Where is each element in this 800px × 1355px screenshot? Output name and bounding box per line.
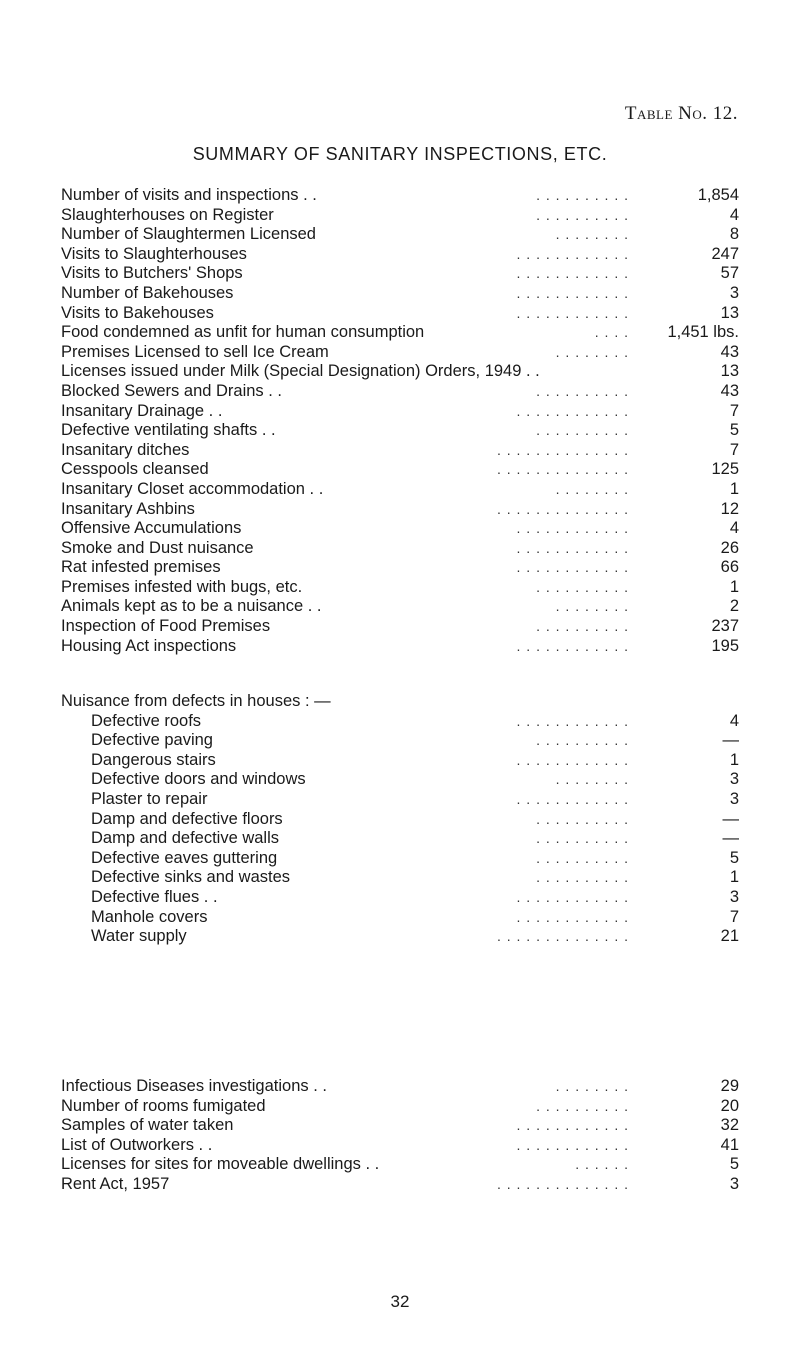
row-value: 21 [720,927,739,946]
table-row [61,578,739,598]
page-number: 32 [390,1292,410,1311]
table-row [61,245,739,265]
table-row [61,1155,739,1175]
row-label: Visits to Butchers' Shops [61,264,243,283]
table-row [61,206,739,226]
row-leader-dots: . . . . . . . . . . . . [516,304,629,321]
table-number: Table No. 12. [624,103,738,124]
row-label: Food condemned as unfit for human consumption [61,323,425,342]
row-leader-dots: . . . . . . . . . . . . [516,559,629,576]
row-value: 7 [729,401,739,420]
row-label: Defective flues . . [91,887,218,906]
row-label: Slaughterhouses on Register [61,205,274,224]
row-leader-dots: . . . . . . . . [555,480,629,497]
row-value: 12 [720,499,739,518]
row-label: Defective paving [91,731,213,750]
row-leader-dots: . . . . . . . . [555,1078,629,1094]
row-value: 3 [729,283,739,302]
table-row [61,927,739,947]
row-label: Housing Act inspections [61,636,237,655]
row-label: Infectious Diseases investigations . . [61,1077,327,1095]
table-row [61,908,739,928]
row-value: 13 [720,303,739,322]
row-leader-dots: . . . . . . . . . . [536,732,629,749]
row-leader-dots: . . . . . . . . . . [536,187,629,203]
row-value: 237 [711,617,739,636]
table-row [61,539,739,559]
row-leader-dots: . . . . . . . . . . . . [516,908,629,925]
row-value: 3 [729,789,739,808]
row-value: 2 [729,597,739,616]
table-row [61,284,739,304]
table-row [61,790,739,810]
other-list [61,1077,739,1195]
row-leader-dots: . . . . [594,324,629,341]
row-label: Damp and defective floors [91,809,283,828]
row-leader-dots: . . . . . . . . . . . . . . [496,461,629,478]
table-row [61,402,739,422]
row-value: 66 [720,558,739,577]
row-value: 4 [729,519,739,538]
row-label: Blocked Sewers and Drains . . [61,381,283,400]
row-leader-dots: . . . . . . . . . . . . [516,539,629,556]
row-label: Dangerous stairs [91,750,216,769]
row-value: — [722,809,739,828]
row-value: 57 [720,264,739,283]
table-row [61,751,739,771]
row-value: 1 [729,577,739,596]
row-leader-dots: . . . . . . . . . . . . [516,1117,629,1134]
row-leader-dots: . . . . . . . . . . . . . . [496,441,629,458]
row-label: Offensive Accumulations [61,519,242,538]
row-label: Licenses for sites for moveable dwellings . . [61,1155,380,1174]
row-value: 125 [711,460,739,479]
table-row [61,460,739,480]
row-value: 43 [720,342,739,361]
row-leader-dots: . . . . . . . . . . . . [516,1136,629,1153]
row-leader-dots: . . . . . . . . . . . . [516,712,629,729]
table-row [61,362,739,382]
table-row [61,637,739,657]
row-label: Defective ventilating shafts . . [61,421,276,440]
row-value: 1,854 [697,186,739,204]
row-label: Insanitary ditches [61,440,190,459]
row-label: Insanitary Drainage . . [61,401,223,420]
row-leader-dots: . . . . . . . . [555,226,629,243]
row-leader-dots: . . . . . . . . . . . . . . [496,1175,629,1192]
row-leader-dots: . . . . . . . . . . . . [516,790,629,807]
nuisance-section [61,692,739,947]
table-row [61,1097,739,1117]
table-row [61,500,739,520]
row-label: Water supply [91,927,187,946]
row-value: 5 [729,421,739,440]
row-label: Premises Licensed to sell Ice Cream [61,342,329,361]
row-label: Licenses issued under Milk (Special Designation) Orders, 1949 . . [61,362,540,381]
table-row [61,810,739,830]
row-value: 13 [720,362,739,381]
table-row [61,1077,739,1097]
table-row [61,770,739,790]
row-label: Plaster to repair [91,789,208,808]
row-label: Smoke and Dust nuisance [61,538,254,557]
row-leader-dots: . . . . . . . . . . . . [516,245,629,262]
row-leader-dots: . . . . . . . . . . [536,578,629,595]
row-label: Number of Bakehouses [61,283,234,302]
row-label: Number of rooms fumigated [61,1096,266,1115]
row-value: 4 [729,205,739,224]
table-row [61,382,739,402]
table-row [61,712,739,732]
inspections-list [61,186,739,656]
table-row [61,323,739,343]
table-row [61,558,739,578]
table-row [61,225,739,245]
nuisance-list [61,712,739,947]
row-value: 1,451 lbs. [667,323,739,342]
table-row [61,264,739,284]
row-value: 26 [720,538,739,557]
row-value: 1 [729,479,739,498]
row-value: 20 [720,1096,739,1115]
row-label: Number of Slaughtermen Licensed [61,225,316,244]
row-value: 4 [729,711,739,730]
row-label: Defective eaves guttering [91,848,278,867]
row-value: 43 [720,381,739,400]
page-title: SUMMARY OF SANITARY INSPECTIONS, ETC. [192,144,608,164]
row-leader-dots: . . . . . . . . . . [536,810,629,827]
table-row [61,829,739,849]
row-leader-dots: . . . . . . . . . . [536,382,629,399]
table-row [61,597,739,617]
row-leader-dots: . . . . . . . . [555,771,629,788]
row-label: Cesspools cleansed [61,460,209,479]
row-label: Damp and defective walls [91,829,280,848]
row-value: — [722,829,739,848]
row-value: 3 [729,770,739,789]
row-label: Rat infested premises [61,558,221,577]
row-value: 3 [729,1174,739,1193]
row-label: Insanitary Ashbins [61,499,195,518]
row-leader-dots: . . . . . . . . . . . . [516,520,629,537]
row-leader-dots: . . . . . . . . . . . . [516,888,629,905]
row-label: Visits to Slaughterhouses [61,244,247,263]
row-value: 3 [729,887,739,906]
row-value: 1 [729,750,739,769]
table-row [61,343,739,363]
row-label: Visits to Bakehouses [61,303,214,322]
table-row [61,1136,739,1156]
row-leader-dots: . . . . . . . . . . [536,830,629,847]
row-leader-dots: . . . . . . [575,1156,629,1173]
table-row [61,519,739,539]
row-value: 7 [729,907,739,926]
table-row [61,617,739,637]
row-leader-dots: . . . . . . . . . . [536,206,629,223]
row-value: 7 [729,440,739,459]
row-value: 41 [720,1135,739,1154]
row-label: Defective roofs [91,711,202,730]
row-leader-dots: . . . . . . . . . . . . [516,265,629,282]
row-leader-dots: . . . . . . . . . . . . . . [496,500,629,517]
row-value: 5 [729,1155,739,1174]
table-row [61,888,739,908]
table-row [61,186,739,206]
table-row [61,441,739,461]
row-label: List of Outworkers . . [61,1135,213,1154]
row-leader-dots: . . . . . . . . . . [536,849,629,866]
row-label: Defective doors and windows [91,770,306,789]
row-leader-dots: . . . . . . . . . . . . [516,751,629,768]
row-value: 5 [729,848,739,867]
row-value: — [722,731,739,750]
table-row [61,304,739,324]
row-leader-dots: . . . . . . . . [555,343,629,360]
row-leader-dots: . . . . . . . . . . . . [516,637,629,654]
table-row [61,849,739,869]
row-value: 247 [711,244,739,263]
row-leader-dots: . . . . . . . . . . [536,618,629,635]
nuisance-heading: Nuisance from defects in houses : — [61,692,331,710]
row-label: Manhole covers [91,907,208,926]
row-label: Samples of water taken [61,1116,234,1135]
row-leader-dots: . . . . . . . . . . [536,422,629,439]
row-leader-dots: . . . . . . . . . . . . . . [496,928,629,945]
table-row [61,731,739,751]
table-row [61,480,739,500]
row-label: Number of visits and inspections . . [61,186,317,204]
row-label: Animals kept as to be a nuisance . . [61,597,322,616]
row-value: 8 [729,225,739,244]
table-row [61,1175,739,1195]
table-row [61,1116,739,1136]
row-leader-dots: . . . . . . . . . . [536,869,629,886]
row-label: Rent Act, 1957 [61,1174,170,1193]
row-label: Insanitary Closet accommodation . . [61,479,324,498]
row-leader-dots: . . . . . . . . . . . . [516,402,629,419]
row-value: 1 [729,868,739,887]
row-value: 195 [711,636,739,655]
table-row [61,421,739,441]
row-label: Inspection of Food Premises [61,617,271,636]
table-row [61,868,739,888]
row-value: 32 [720,1116,739,1135]
row-label: Premises infested with bugs, etc. [61,577,303,596]
row-leader-dots: . . . . . . . . [555,598,629,615]
row-leader-dots: . . . . . . . . . . [536,1097,629,1114]
row-value: 29 [720,1077,739,1095]
row-leader-dots: . . . . . . . . . . . . [516,284,629,301]
row-label: Defective sinks and wastes [91,868,291,887]
